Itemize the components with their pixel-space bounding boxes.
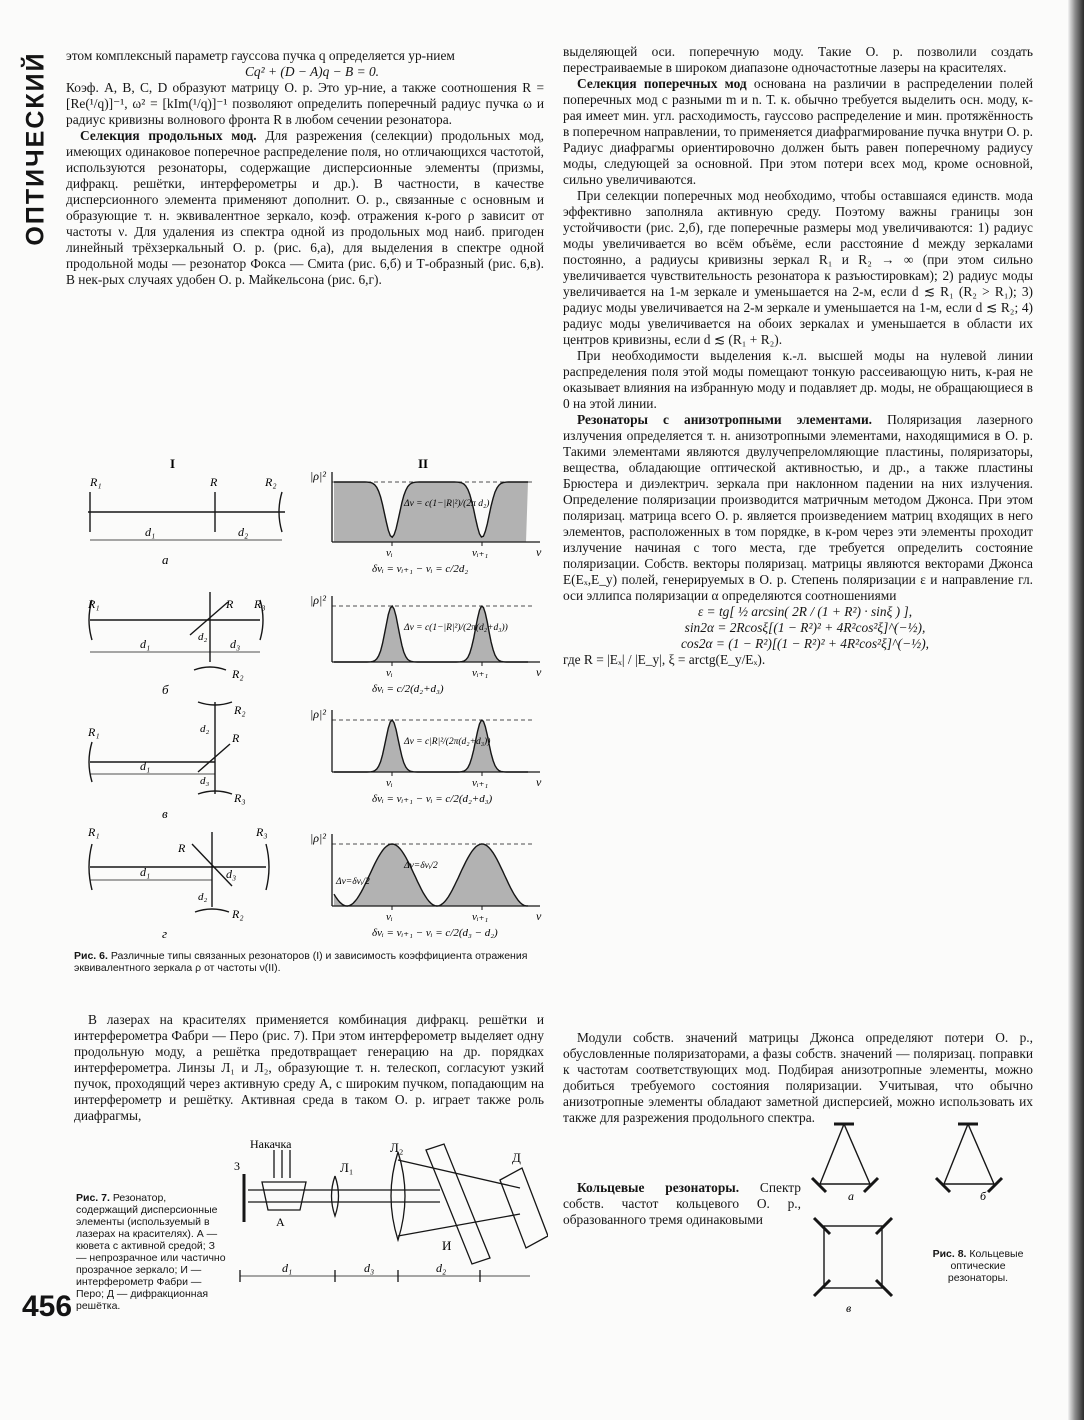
axis-label-x: ν xyxy=(536,909,542,923)
paragraph: При необходимости выделения к.-л. высшей моды на нулевой линии распределения поля этой моды помещают тонкую рассеивающую нить, к-рая не оказывает влияния на избранную моду и подавляет др. моды, не обращающиеся в 0 на этой линии. xyxy=(563,348,1033,411)
section-side-title: ОПТИЧЕСКИЙ xyxy=(21,50,50,246)
paragraph: При селекции поперечных мод необходимо, чтобы оставшаяся единств. мода эффективно заполняла активную среду. Поэтому важны границы зон устойчивости (рис. 2,б), где поперечные размеры мод увеличиваются: 1) радиус моды увеличивается во всём объёме, если расстояние d между зеркалами постоянно, а радиусы кривизны зеркал R₁ и R₂ → ∞ (при этом сильно увеличивается чувствительность резонатора к разъюстировкам); 2) радиус моды увеличивается на 1-м зеркале и уменьшается на 2-м, если d ≲ R₁ (R₂ > R₁); 3) радиус моды увеличивается на 2-м зеркале и уменьшается на 1-м, если d ≲ R₂; 4) радиус моды увеличивается на обоих зеркалах и уменьшается в области их центров кривизны, если d ≲ (R₁ + R₂). xyxy=(563,188,1033,347)
label-R1: R₁ xyxy=(88,597,100,611)
scan-edge xyxy=(1068,0,1084,1420)
right-column-narrow xyxy=(563,1180,801,1228)
label-d2: d₂ xyxy=(238,525,249,539)
caption-head: Рис. 8. xyxy=(932,1248,967,1260)
label-d3: d₃ xyxy=(230,637,241,651)
paragraph: выделяющей оси. поперечную моду. Такие О. р. позволили создать перестраиваемые в широком диапазоне одночастотные лазеры на красителях. xyxy=(563,44,1033,75)
sub-label-d: г xyxy=(162,926,168,941)
paragraph: этом комплексный параметр гауссова пучка q определяется ур-нием xyxy=(66,48,455,63)
spacing-equation: δνᵢ = νᵢ₊₁ − νᵢ = c/2(d₃ − d₂) xyxy=(372,927,498,939)
section-heading: Резонаторы с анизотропными элементами. xyxy=(577,412,873,427)
label-grating: Д xyxy=(512,1150,521,1165)
axis-label-x: ν xyxy=(536,545,542,559)
paragraph xyxy=(563,412,1033,604)
sub-label-a: а xyxy=(848,1189,854,1203)
axis-label-y: |ρ|² xyxy=(310,469,326,483)
label-d1: d₁ xyxy=(140,637,151,651)
label-d1: d₁ xyxy=(140,865,151,879)
sub-label-c: в xyxy=(162,806,168,821)
left-column-top xyxy=(66,48,544,288)
label-d3: d₃ xyxy=(226,867,237,881)
sub-label-b: б xyxy=(980,1189,987,1203)
linewidth-label: Δν = c|R|²/(2π(d₂+d₃)) xyxy=(404,737,491,747)
label-d3: d₃ xyxy=(364,1261,375,1275)
reflectivity-plots xyxy=(310,469,542,939)
paragraph: Коэф. A, B, C, D образуют матрицу О. р. Это ур-ние, а также соотношения R = [Re(¹/q)]⁻¹, ω² = [kIm(¹/q)]⁻¹ позволяют определить поперечный радиус пучка ω и радиус кривизны волнового фронта R в любом сечении резонатора. xyxy=(66,80,544,127)
figure-6 xyxy=(70,452,548,944)
figure-7-caption xyxy=(76,1192,226,1312)
figure-6-caption xyxy=(74,950,544,974)
page-number: 456 xyxy=(22,1290,73,1323)
curve-fill xyxy=(334,844,528,906)
formula: Cq² + (D − A)q − B = 0. xyxy=(244,64,379,79)
label-R2: R₂ xyxy=(265,475,277,489)
label-lens-2: Л₂ xyxy=(390,1140,404,1155)
caption-text: Различные типы связанных резонаторов (I) и зависимость коэффициента отражения эквивалентного зеркала ρ от частоты ν(II). xyxy=(74,950,528,974)
figure-7 xyxy=(230,1140,548,1292)
linewidth-label: Δν=δνᵢ/2 xyxy=(404,861,438,871)
label-R: R xyxy=(210,475,218,489)
caption-text: Кольцевые оптические резонаторы. xyxy=(947,1248,1024,1284)
paragraph: В лазерах на красителях применяется комбинация дифракц. решётки и интерферометра Фабри — Перо (рис. 7). При этом интерферометр выделяет одну продольную моду, а решётка предотвращает генерацию на др. порядках интерферометра. Линзы Л₁ и Л₂, образующие т. н. телескоп, согласуют узкий пучок, проходящий через активную среду А, с широким пучком, попадающим на интерферометр и решётку. Активная среда в таком О. р. играет также роль диафрагмы, xyxy=(74,1012,544,1123)
paragraph-text: Поляризация лазерного излучения определяется т. н. анизотропными элементами, находящимися в О. р. Такими элементами являются двулучепреломляющие пластины, поляризаторы, вещества, обладающие оптической активностью, и др., а также пластины Брюстера и диэлектрич. зеркала при наклонном падении на них излучения. Определение поляризации производится матричным методом Джонса. При этом поляризац. матрица всего О. р. является произведением матриц входящих в него элементов, расположенных в том порядке, в к-ром через эти элементы проходит излучение начиная с того места, где требуется определить состояние поляризации. Собств. векторы поляризац. матрицы являются векторами Джонса E(Eₓ,E_y) полей, генерируемых в О. р. Степень поляризации ε и направление гл. оси эллипса поляризации α определяются соотношениями xyxy=(563,412,1034,603)
left-column-bottom xyxy=(74,1012,544,1124)
right-column xyxy=(563,44,1033,668)
label-interferometer: И xyxy=(442,1238,452,1253)
tick-label-nu-i1: νᵢ₊₁ xyxy=(472,777,489,789)
label-R1: R₁ xyxy=(90,475,102,489)
tick-label-nu-i1: νᵢ₊₁ xyxy=(472,667,489,679)
linewidth-label-2: Δν=δνᵢ/2 xyxy=(336,877,370,887)
right-column-bottom xyxy=(563,1030,1033,1126)
linewidth-label: Δν = c(1−|R|²)/(2π(d₂+d₃)) xyxy=(404,623,508,633)
figure-8 xyxy=(808,1120,1034,1320)
label-R2: R₂ xyxy=(234,703,246,717)
sub-label-c: в xyxy=(846,1301,852,1315)
label-R1: R₁ xyxy=(88,725,100,739)
paragraph xyxy=(66,128,544,288)
axis-label-x: ν xyxy=(536,775,542,789)
label-lens-1: Л₁ xyxy=(340,1160,354,1175)
label-d2: d₂ xyxy=(200,723,210,735)
tick-label-nu-i: νᵢ xyxy=(386,667,393,679)
section-heading: Селекция продольных мод. xyxy=(80,128,257,143)
formula: sin2α = 2Rcosξ[(1 − R²)² + 4R²cos²ξ]^(−½), xyxy=(684,620,926,635)
label-mirror-3: 3 xyxy=(234,1159,240,1173)
label-pump: Накачка xyxy=(250,1140,292,1151)
axis-label-y: |ρ|² xyxy=(310,593,326,607)
curve-fill xyxy=(334,482,528,542)
label-R: R xyxy=(178,841,186,855)
column-label-II: II xyxy=(418,456,429,471)
paragraph: где R = |Eₓ| / |E_y|, ξ = arctg(E_y/Eₓ). xyxy=(563,652,766,667)
label-R3: R₃ xyxy=(254,597,266,611)
linewidth-label: Δν = c(1−|R|²)/(2π d₂) xyxy=(404,499,490,509)
reflectivity-curve xyxy=(334,606,528,662)
spacing-equation: δνᵢ = νᵢ₊₁ − νᵢ = c/2(d₂+d₃) xyxy=(372,793,493,805)
paragraph-text: Спектр собств. частот кольцевого О. р., образованного тремя одинаковыми xyxy=(563,1180,801,1227)
label-d2: d₂ xyxy=(436,1261,447,1275)
paragraph-text: Для разрежения (селекции) продольных мод, имеющих одинаковое поперечное распределение поля, но отличающихся частотой, используются резонаторы, содержащие дисперсионные элементы (призмы, дифракц. решётки, интерферометры и др.). В частности, в качестве дисперсионного элемента применяют дополнит. О. р., связанные с основным и образующие т. н. эквивалентное зеркало, коэф. отражения к-рого ρ зависит от частоты ν. Для удаления из спектра одной из продольных мод наиб. пригоден линейный трёхзеркальный О. р. (рис. 6,а), для выделения в спектре одной продольной моды — резонатор Фокса — Смита (рис. 6,б) и Т-образный (рис. 6,в). В нек-рых случаях удобен О. р. Майкельсона (рис. 6,г). xyxy=(66,128,544,287)
caption-text: Резонатор, содержащий дисперсионные элементы (используемый в лазерах на красителях). А — кювета с активной средой; З — непрозрачное или частично прозрачное зеркало; И — интерферометр Фабри — Перо; Д — дифракционная решётка. xyxy=(76,1192,226,1312)
label-d3: d₃ xyxy=(200,775,210,787)
tick-label-nu-i: νᵢ xyxy=(386,547,393,559)
paragraph: Модули собств. значений матрицы Джонса определяют потери О. р., обусловленные поляризаторами, а фазы собств. значений — поляризац. поправки к частотам соответствующих мод. Подбирая анизотропные элементы, можно добиться требуемого состояния поляризации. Учитывая, что обычно анизотропные элементы обладают заметной дисперсией, можно использовать их также для разрежения продольного спектра. xyxy=(563,1030,1033,1125)
paragraph xyxy=(563,76,1033,188)
formula: ε = tg[ ½ arcsin( 2R / (1 + R²) · sinξ ) ], xyxy=(697,604,913,619)
figure-8-caption xyxy=(922,1248,1034,1284)
label-R3: R₃ xyxy=(256,825,268,839)
label-d2: d₂ xyxy=(198,891,208,903)
tick-label-nu-i: νᵢ xyxy=(386,777,393,789)
column-label-I: I xyxy=(170,456,176,471)
spacing-equation: δνᵢ = c/2(d₂+d₃) xyxy=(372,683,444,695)
spacing-equation: δνᵢ = νᵢ₊₁ − νᵢ = c/2d₂ xyxy=(372,563,469,575)
label-R: R xyxy=(226,597,234,611)
paragraph-text: основана на различии в распределении полей поперечных мод с разными m и n. Т. к. обычно требуется выделить осн. моду, к-рая имеет мин. угл. расходимость, гауссово распределение и мин. протяжённость в поперечном направлении, то применяется диафрагмирование пучка внутри О. р. Радиус диафрагмы ориентировочно должен быть равен поперечному радиусу моды, следующей за основной. При этом потери всех мод, кроме основной, сильно увеличиваются. xyxy=(563,76,1034,187)
tick-label-nu-i1: νᵢ₊₁ xyxy=(472,547,489,559)
formula: cos2α = (1 − R²)[(1 − R²)² + 4R²cos²ξ]^(−½), xyxy=(680,636,930,651)
axis-label-y: |ρ|² xyxy=(310,831,326,845)
tick-label-nu-i1: νᵢ₊₁ xyxy=(472,911,489,923)
tick-label-nu-i: νᵢ xyxy=(386,911,393,923)
label-d1: d₁ xyxy=(282,1261,293,1275)
label-R1: R₁ xyxy=(88,825,100,839)
caption-head: Рис. 6. xyxy=(74,950,108,962)
caption-head: Рис. 7. xyxy=(76,1192,110,1204)
label-R3: R₃ xyxy=(234,791,246,805)
label-d1: d₁ xyxy=(145,525,156,539)
label-d2: d₂ xyxy=(198,631,208,643)
section-heading: Селекция поперечных мод xyxy=(577,76,747,91)
sub-label-b: б xyxy=(162,682,169,697)
label-R: R xyxy=(232,731,240,745)
curve-fill xyxy=(334,606,528,662)
label-cuvette: А xyxy=(276,1215,285,1229)
paragraph xyxy=(563,1180,801,1228)
label-R2: R₂ xyxy=(232,667,244,681)
sub-label-a: а xyxy=(162,552,169,567)
label-d1: d₁ xyxy=(140,759,151,773)
axis-label-x: ν xyxy=(536,665,542,679)
section-heading: Кольцевые резонаторы. xyxy=(577,1180,740,1195)
axis-label-y: |ρ|² xyxy=(310,707,326,721)
label-R2: R₂ xyxy=(232,907,244,921)
